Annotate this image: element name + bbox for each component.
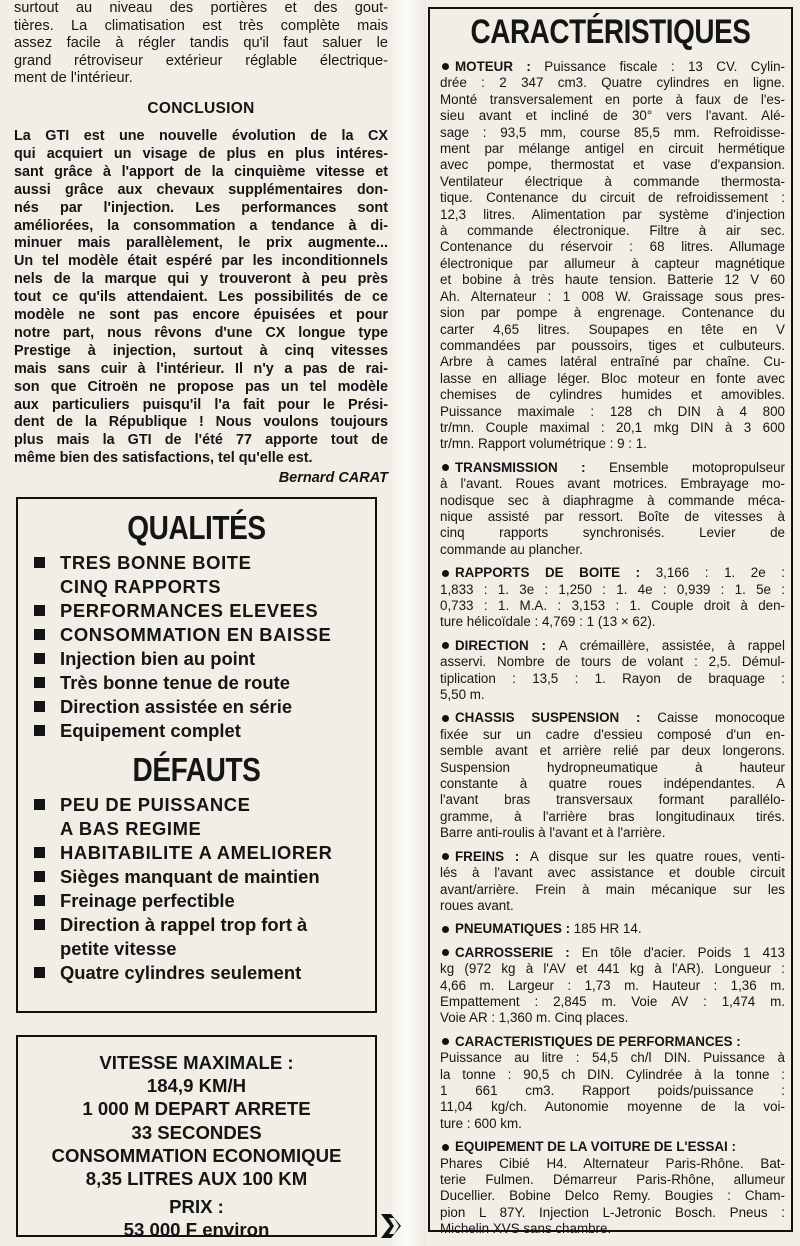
spec-section	[440, 945, 785, 1027]
spec-line: roues avant.	[440, 897, 514, 913]
qualites-list	[18, 551, 375, 743]
spec-line	[440, 1034, 785, 1050]
spec-line: lasse en alliage léger. Bloc moteur en fonte avec	[440, 370, 785, 386]
square-bullet-icon	[34, 653, 45, 664]
square-bullet-icon	[34, 919, 45, 930]
spec-line: PNEUMATIQUES : 185 HR 14.	[440, 921, 785, 937]
spec-line: 11,04 kg/ch. Autonomie moyenne de la voi-	[440, 1099, 785, 1115]
spec-section	[440, 849, 785, 915]
square-bullet-icon	[34, 725, 45, 736]
conclusion-line: minuer mais parallèlement, le prix augmente...	[14, 235, 388, 252]
intro-line: ment de l'intérieur.	[14, 70, 133, 87]
spec-line: MOTEUR : Puissance fiscale : 13 CV. Cylin-	[440, 59, 785, 75]
bullet-dot-icon	[442, 63, 449, 70]
spec-line: carter 4,65 litres. Soupapes en tête en V	[440, 321, 785, 337]
spec-line: 12,3 litres. Alimentation par système d'injection	[440, 206, 785, 222]
spec-section	[440, 565, 785, 631]
defauts-title: DÉFAUTS	[132, 751, 261, 788]
vitesse-line: 1 000 M DEPART ARRETE	[82, 1098, 311, 1120]
intro-line: grand rétroviseur extérieur réglable électrique-	[14, 52, 388, 69]
spec-line: asservi. Nombre de tours de volant : 2,5. Démul-	[440, 654, 785, 670]
square-bullet-icon	[34, 629, 45, 640]
spec-line: ture : 600 km.	[440, 1115, 522, 1131]
conclusion-line: nés par l'injection. Les performances sont	[14, 199, 388, 216]
intro-line: tières. La climatisation est très complète mais	[14, 17, 388, 34]
spec-line: sieu avant et incliné de 30° vers l'avant. Alé-	[440, 108, 785, 124]
vitesse-line: 184,9 KM/H	[146, 1075, 247, 1097]
spec-line: tiplication : 13,5 : 1. Rayon de braquage :	[440, 670, 785, 686]
spec-line: lés à l'avant avec assistance et double circuit	[440, 865, 785, 881]
spec-line: fixée sur un cadre d'essieu composé d'un en-	[440, 726, 785, 742]
bullet-dot-icon	[442, 464, 449, 471]
qualite-item: CONSOMMATION EN BAISSE	[32, 623, 375, 647]
conclusion-paragraph	[14, 128, 388, 468]
spec-line: Monté transversalement en porte à faux de l'es-	[440, 91, 785, 107]
spec-line: à commande électronique. Filtre à air sec.	[440, 223, 785, 239]
spec-line: terie Fulmen. Démarreur Paris-Rhône, allumeur	[440, 1172, 785, 1187]
conclusion-line: modèle ne sont pas encore épuisées et pour	[14, 307, 388, 324]
spec-line: Suspension hydropneumatique à hauteur	[440, 759, 785, 775]
spec-label: MOTEUR :	[455, 59, 545, 74]
spec-line: sage : 93,5 mm, course 85,5 mm. Refroidisse-	[440, 124, 785, 140]
spec-line: RAPPORTS DE BOITE : 3,166 : 1. 2e :	[440, 565, 785, 581]
defaut-item: Freinage perfectible	[32, 889, 375, 913]
spec-line: tr/mn. Couple maximal : 20,1 mkg DIN à 3 600	[440, 419, 785, 435]
conclusion-line: Un tel modèle était espéré par les inconditionnels	[14, 253, 388, 270]
bullet-dot-icon	[442, 853, 449, 860]
square-bullet-icon	[34, 799, 45, 810]
conclusion-line: notre part, nous rêvons d'une CX longue type	[14, 324, 388, 341]
spec-line: pion L 87Y. Injection L-Jetronic Bosch. Pneus :	[440, 1204, 785, 1220]
spec-line: Empattement : 2,845 m. Voie AV : 1,474 m.	[440, 993, 785, 1009]
conclusion-title: CONCLUSION	[147, 99, 255, 117]
conclusion-line: tout ce qu'ils attendaient. Les possibilités de ce	[14, 289, 388, 306]
specs-list	[440, 59, 785, 1245]
spec-line: semble avant et arrière relié par deux longerons.	[440, 743, 785, 759]
spec-line: Puissance au litre : 54,5 ch/l DIN. Puissance à	[440, 1050, 785, 1066]
spec-line: nique assisté par ressort. Boîte de vitesses à	[440, 508, 785, 524]
conclusion-line: La GTI est une nouvelle évolution de la CX	[14, 127, 388, 144]
spec-line: électronique par allumeur à capteur magnétique	[440, 255, 785, 271]
spec-line: commandées par poussoirs, tiges et culbuteurs.	[440, 337, 785, 353]
bullet-dot-icon	[442, 1144, 449, 1151]
spec-section	[440, 1034, 785, 1132]
page-gutter	[392, 0, 426, 1246]
continue-arrow-icon	[379, 1212, 405, 1240]
author-signature: Bernard CARAT	[278, 470, 388, 487]
conclusion-line: dent de la République ! Nous voulons toujours	[14, 414, 388, 431]
conclusion-line: plus mais la GTI de l'été 77 apporte tout de	[14, 432, 388, 449]
spec-line: drée : 2 347 cm3. Quatre cylindres en ligne.	[440, 75, 785, 91]
spec-section	[440, 710, 785, 841]
qualite-item: Equipement complet	[32, 719, 375, 743]
spec-line: avant/arrière. Frein à main mécanique sur les	[440, 881, 785, 897]
spec-line: 4,66 m. Largeur : 1,73 m. Hauteur : 1,36 m.	[440, 977, 785, 993]
spec-line: tique. Contenance du circuit de refroidissement :	[440, 190, 785, 206]
conclusion-line: Prestige à injection, surtout à cinq vitesses	[14, 342, 388, 359]
spec-line: 1 661 cm3. Rapport poids/puissance :	[440, 1082, 785, 1098]
qualite-item: TRES BONNE BOITE CINQ RAPPORTS	[32, 551, 375, 599]
spec-line: Michelin XVS sans chambre.	[440, 1221, 612, 1237]
spec-section	[440, 59, 785, 453]
intro-paragraph	[14, 0, 388, 88]
qualite-item: Injection bien au point	[32, 647, 375, 671]
spec-section	[440, 460, 785, 558]
conclusion-line: nels de la marque qui y trouveront à peu près	[14, 271, 388, 288]
defaut-item: Direction à rappel trop fort à petite vitesse	[32, 913, 375, 961]
defaut-item: Quatre cylindres seulement	[32, 961, 375, 985]
spec-line: chemises de cylindres humides et amovibles.	[440, 387, 785, 403]
defaut-item: PEU DE PUISSANCE A BAS REGIME	[32, 793, 375, 841]
spec-line: nodisque sec à diaphragme à commande méca-	[440, 492, 785, 508]
spec-line: sion par pompe à engrenage. Contenance du	[440, 305, 785, 321]
spec-line: Arbre à cames latéral entraîné par chaîne. Cu-	[440, 354, 785, 370]
conclusion-line: sant grâce à l'apport de la cinquième vitesse et	[14, 163, 388, 180]
qualite-item: Direction assistée en série	[32, 695, 375, 719]
spec-line: l'avant bras transversaux formant parallélo-	[440, 792, 785, 808]
vitesse-line: CONSOMMATION ECONOMIQUE	[51, 1144, 342, 1166]
vitesse-lines	[18, 1051, 375, 1190]
square-bullet-icon	[34, 677, 45, 688]
intro-line: surtout au niveau des portières et des gout-	[14, 0, 388, 16]
spec-line: tr/mn. Rapport volumétrique : 9 : 1.	[440, 436, 647, 452]
spec-line: la tonne : 90,5 ch DIN. Cylindrée à la tonne :	[440, 1066, 785, 1082]
spec-line: Voie AR : 1,360 m. Cinq places.	[440, 1010, 629, 1026]
spec-section	[440, 921, 785, 937]
defauts-list	[18, 793, 375, 985]
spec-line: gramme, à l'arrière bras longitudinaux tirés.	[440, 808, 785, 824]
bullet-dot-icon	[442, 570, 449, 577]
bullet-dot-icon	[442, 926, 449, 933]
spec-label: TRANSMISSION :	[455, 459, 609, 475]
spec-label: PNEUMATIQUES :	[455, 921, 574, 937]
bullet-dot-icon	[442, 949, 449, 956]
spec-line	[440, 1139, 785, 1155]
spec-label: RAPPORTS DE BOITE :	[455, 565, 656, 581]
spec-section	[440, 1139, 785, 1237]
square-bullet-icon	[34, 871, 45, 882]
spec-line: kg (972 kg à l'AV et 441 kg à l'AR). Longueur :	[440, 961, 785, 977]
spec-line: 1,833 : 1. 3e : 1,250 : 1. 4e : 0,939 : 1. 5e :	[440, 581, 785, 597]
caracteristiques-title: CARACTÉRISTIQUES	[470, 13, 751, 51]
qualites-title: QUALITÉS	[127, 509, 266, 546]
spec-line: avec pompe, thermostat et vase d'expansion.	[440, 157, 785, 173]
defaut-item: Sièges manquant de maintien	[32, 865, 375, 889]
spec-section	[440, 638, 785, 704]
conclusion-line: aussi grâce aux chevaux supplémentaires don-	[14, 181, 388, 198]
spec-line: ment par mélange antigel en circuit hermétique	[440, 141, 785, 157]
spec-label: CARACTERISTIQUES DE PERFORMANCES :	[455, 1033, 741, 1049]
qualite-item: Très bonne tenue de route	[32, 671, 375, 695]
spec-line: ture hélicoïdale : 4,769 : 1 (13 × 62).	[440, 614, 656, 630]
prix-value: 53 000 F environ	[123, 1219, 270, 1241]
spec-line: CARROSSERIE : En tôle d'acier. Poids 1 413	[440, 945, 785, 961]
spec-label: FREINS :	[455, 848, 530, 864]
spec-line: 5,50 m.	[440, 687, 485, 703]
spec-line: constante à quatre roues indépendantes. A	[440, 776, 785, 792]
square-bullet-icon	[34, 967, 45, 978]
spec-line: Ducellier. Bobine Delco Remy. Bougies : Cham-	[440, 1188, 785, 1204]
spec-label: CHASSIS SUSPENSION :	[455, 710, 658, 726]
square-bullet-icon	[34, 701, 45, 712]
spec-line: DIRECTION : A crémaillère, assistée, à rappel	[440, 638, 785, 654]
square-bullet-icon	[34, 557, 45, 568]
spec-line: à l'avant. Roues avant motrices. Embrayage mo-	[440, 476, 785, 492]
square-bullet-icon	[34, 605, 45, 616]
vitesse-line: VITESSE MAXIMALE :	[99, 1052, 294, 1073]
spec-line: commande au plancher.	[440, 541, 583, 557]
spec-line: Puissance maximale : 128 ch DIN à 4 800	[440, 403, 785, 419]
spec-line: Barre anti-roulis à l'avant et à l'arrière.	[440, 825, 666, 841]
vitesse-line: 33 SECONDES	[131, 1121, 262, 1143]
spec-line: cinq rapports synchronisés. Levier de	[440, 525, 785, 541]
spec-line: Contenance du réservoir : 68 litres. Allumage	[440, 239, 785, 255]
spec-line: Ah. Alternateur : 1 008 W. Graissage sous pres-	[440, 288, 785, 304]
spec-line: et bobine à très haute tension. Batterie 12 V 60	[440, 272, 785, 288]
spec-line: Phares Cibié H4. Alternateur Paris-Rhône. Bat-	[440, 1155, 785, 1171]
caracteristiques-box	[428, 7, 793, 1237]
vitesse-line: 8,35 LITRES AUX 100 KM	[85, 1168, 308, 1190]
spec-label: CARROSSERIE :	[455, 944, 582, 960]
square-bullet-icon	[34, 847, 45, 858]
qualite-item: PERFORMANCES ELEVEES	[32, 599, 375, 623]
conclusion-line: son que Citroën ne propose pas un tel modèle	[14, 378, 388, 395]
conclusion-line: même bien des satisfactions, tel qu'elle est.	[14, 450, 313, 467]
spec-line: CHASSIS SUSPENSION : Caisse monocoque	[440, 710, 785, 726]
spec-label: DIRECTION :	[455, 637, 559, 653]
prix-label: PRIX :	[169, 1196, 224, 1218]
bullet-dot-icon	[442, 642, 449, 649]
spec-line: 0,733 : 1. M.A. : 3,153 : 1. Couple droit à den-	[440, 598, 785, 613]
square-bullet-icon	[34, 895, 45, 906]
spec-line: FREINS : A disque sur les quatre roues, venti-	[440, 849, 785, 865]
vitesse-box	[16, 1035, 377, 1241]
spec-label: EQUIPEMENT DE LA VOITURE DE L'ESSAI :	[455, 1139, 736, 1155]
conclusion-line: mais sans cuir à l'intérieur. Il n'y a pas de rai-	[14, 360, 388, 377]
defaut-item: HABITABILITE A AMELIORER	[32, 841, 375, 865]
bullet-dot-icon	[442, 1038, 449, 1045]
bullet-dot-icon	[442, 715, 449, 722]
spec-line: TRANSMISSION : Ensemble motopropulseur	[440, 460, 785, 476]
conclusion-line: améliorées, la consommation a tendance à di-	[14, 217, 388, 234]
conclusion-line: aux particuliers puisqu'il l'a fait pour le Prési-	[14, 396, 388, 413]
qualites-defauts-box	[16, 497, 377, 1013]
intro-line: assez facile à régler tandis qu'il faut saluer le	[14, 35, 388, 52]
left-column	[14, 0, 388, 486]
conclusion-line: qui acquiert un visage de plus en plus intéres-	[14, 145, 388, 162]
spec-line: Ventilateur électrique à commande thermosta-	[440, 173, 785, 189]
